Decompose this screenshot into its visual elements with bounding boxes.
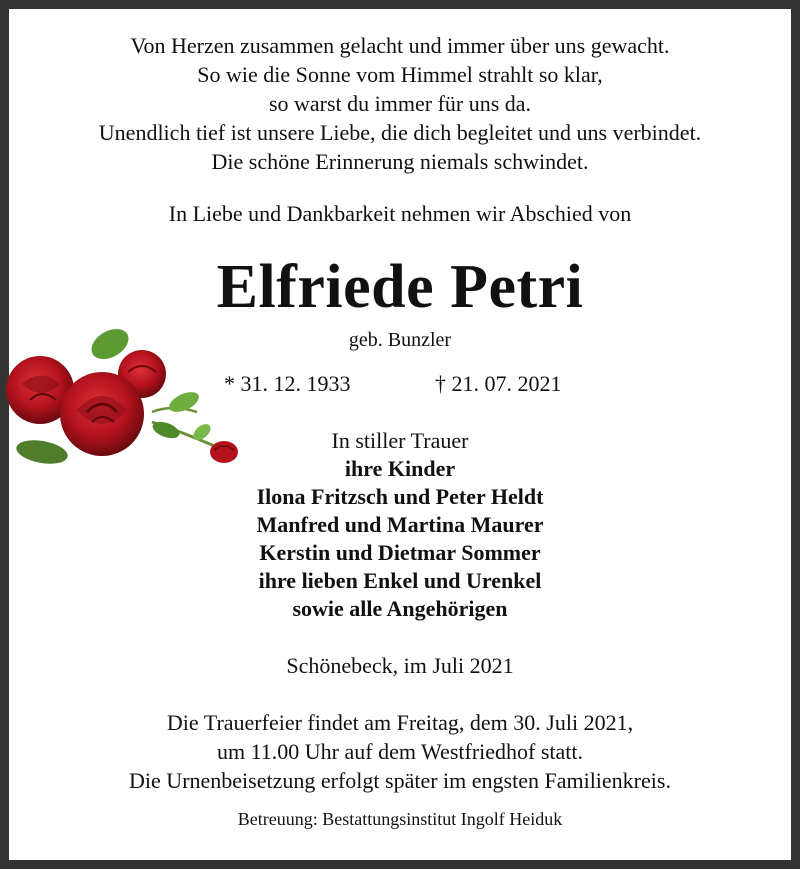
roses-image <box>2 312 242 472</box>
maiden-name: geb. Bunzler <box>348 329 452 351</box>
service-info <box>9 708 791 795</box>
mourner-line: ihre Kinder <box>344 456 456 481</box>
service-line: Die Trauerfeier findet am Freitag, dem 30. Juli 2021, <box>166 710 634 735</box>
place-date: Schönebeck, im Juli 2021 <box>286 653 514 678</box>
poem-line: So wie die Sonne vom Himmel strahlt so klar, <box>197 62 603 87</box>
farewell-text: In Liebe und Dankbarkeit nehmen wir Abschied von <box>168 201 632 226</box>
poem-line: Die schöne Erinnerung niemals schwindet. <box>211 149 589 174</box>
mourner-line: ihre lieben Enkel und Urenkel <box>258 568 542 593</box>
deceased-name: Elfriede Petri <box>216 253 584 321</box>
funeral-home: Betreuung: Bestattungsinstitut Ingolf Heiduk <box>237 809 563 829</box>
mourner-line: Manfred und Martina Maurer <box>256 512 544 537</box>
poem <box>9 31 791 176</box>
mourning-intro: In stiller Trauer <box>331 428 469 453</box>
birth-date: * 31. 12. 1933 <box>224 371 351 396</box>
poem-line: Von Herzen zusammen gelacht und immer über uns gewacht. <box>130 33 670 58</box>
service-line: Die Urnenbeisetzung erfolgt später im engsten Familienkreis. <box>129 768 671 793</box>
mourner-line: sowie alle Angehörigen <box>292 596 508 621</box>
service-line: um 11.00 Uhr auf dem Westfriedhof statt. <box>216 739 584 764</box>
death-date: † 21. 07. 2021 <box>435 371 562 396</box>
poem-line: Unendlich tief ist unsere Liebe, die dich begleitet und uns verbindet. <box>98 120 702 145</box>
mourner-line: Ilona Fritzsch und Peter Heldt <box>256 484 544 509</box>
mourner-line: Kerstin und Dietmar Sommer <box>259 540 541 565</box>
poem-line: so warst du immer für uns da. <box>268 91 532 116</box>
